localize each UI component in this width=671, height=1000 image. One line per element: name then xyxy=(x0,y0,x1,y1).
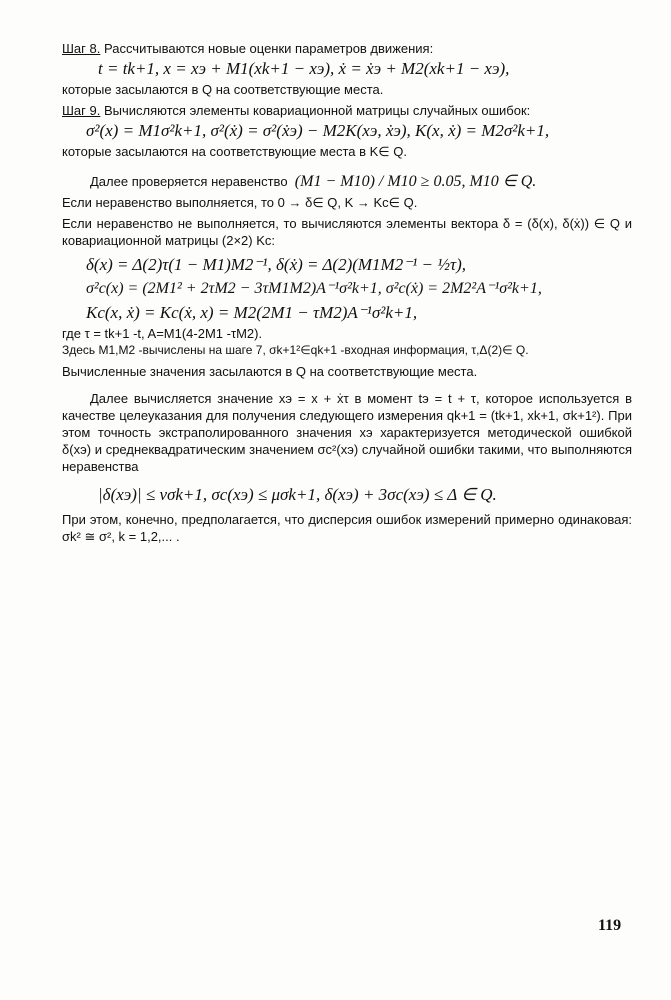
check-text: Далее проверяется неравенство xyxy=(90,174,288,189)
step8-after: которые засылаются в Q на соответствующие места. xyxy=(62,82,384,97)
page-number: 119 xyxy=(598,917,622,934)
page-body xyxy=(62,40,632,545)
if-false-paragraph: Если неравенство не выполняется, то вычисляются элементы вектора δ = (δ(x), δ(ẋ)) ∈ Q и ковариационной матрицы (2×2) Kc: xyxy=(62,216,632,248)
computed-line: Вычисленные значения засылаются в Q на соответствующие места. xyxy=(62,364,478,379)
step8-heading xyxy=(62,40,632,57)
inequality-formula: |δ(xэ)| ≤ νσk+1, σc(xэ) ≤ μσk+1, δ(xэ) + 3σc(xэ) ≤ Δ ∈ Q. xyxy=(98,485,497,504)
formula-kc: Kc(x, ẋ) = Kc(ẋ, x) = M2(2M1 − τM2)A⁻¹σ²k+1, xyxy=(86,303,418,322)
formula-sigma-c: σ²c(x) = (2M1² + 2τM2 − 3τM1M2)A⁻¹σ²k+1, σ²c(ẋ) = 2M2²A⁻¹σ²k+1, xyxy=(86,280,542,297)
check-line xyxy=(62,170,632,194)
step8-formula: t = tk+1, x = xэ + M1(xk+1 − xэ), ẋ = ẋэ + M2(xk+1 − xэ), xyxy=(98,59,510,78)
formula-delta: δ(x) = Δ(2)τ(1 − M1)M2⁻¹, δ(ẋ) = Δ(2)(M1M2⁻¹ − ½τ), xyxy=(86,255,467,274)
step8-label: Шаг 8. xyxy=(62,41,101,56)
assumption-paragraph: При этом, конечно, предполагается, что дисперсия ошибок измерений примерно одинаковая: σk² ≅ σ², k = 1,2,... . xyxy=(62,512,632,544)
step9-title: Вычисляются элементы ковариационной матрицы случайных ошибок: xyxy=(103,103,531,118)
here-line: Здесь M1,M2 -вычислены на шаге 7, σk+1²∈qk+1 -входная информация, τ,Δ(2)∈ Q. xyxy=(62,343,529,357)
step9-formula: σ²(x) = M1σ²k+1, σ²(ẋ) = σ²(ẋэ) − M2K(xэ, ẋэ), K(x, ẋ) = M2σ²k+1, xyxy=(86,121,550,140)
where-line: где τ = tk+1 -t, A=M1(4-2M1 -τM2). xyxy=(62,326,263,341)
step9-label: Шаг 9. xyxy=(62,103,101,118)
step9-after: которые засылаются на соответствующие места в K∈ Q. xyxy=(62,144,407,159)
check-formula: (M1 − M10) / M10 ≥ 0.05, M10 ∈ Q. xyxy=(294,173,537,190)
extrapolation-paragraph: Далее вычисляется значение xэ = x + ẋτ в момент tэ = t + τ, которое используется в качестве целеуказания для получения следующего измерения qk+1 = (tk+1, xk+1, σk+1²). При этом точность экстраполированного значения xэ характеризуется методической ошибкой δ(xэ) и среднеквадратическим значением σc²(xэ) случайной ошибки такими, что выполняются неравенства xyxy=(62,391,632,474)
step8-title: Рассчитываются новые оценки параметров движения: xyxy=(103,41,434,56)
step9-heading xyxy=(62,102,632,119)
if-true-line: Если неравенство выполняется, то 0 → δ∈ Q, K → Kc∈ Q. xyxy=(62,195,418,210)
